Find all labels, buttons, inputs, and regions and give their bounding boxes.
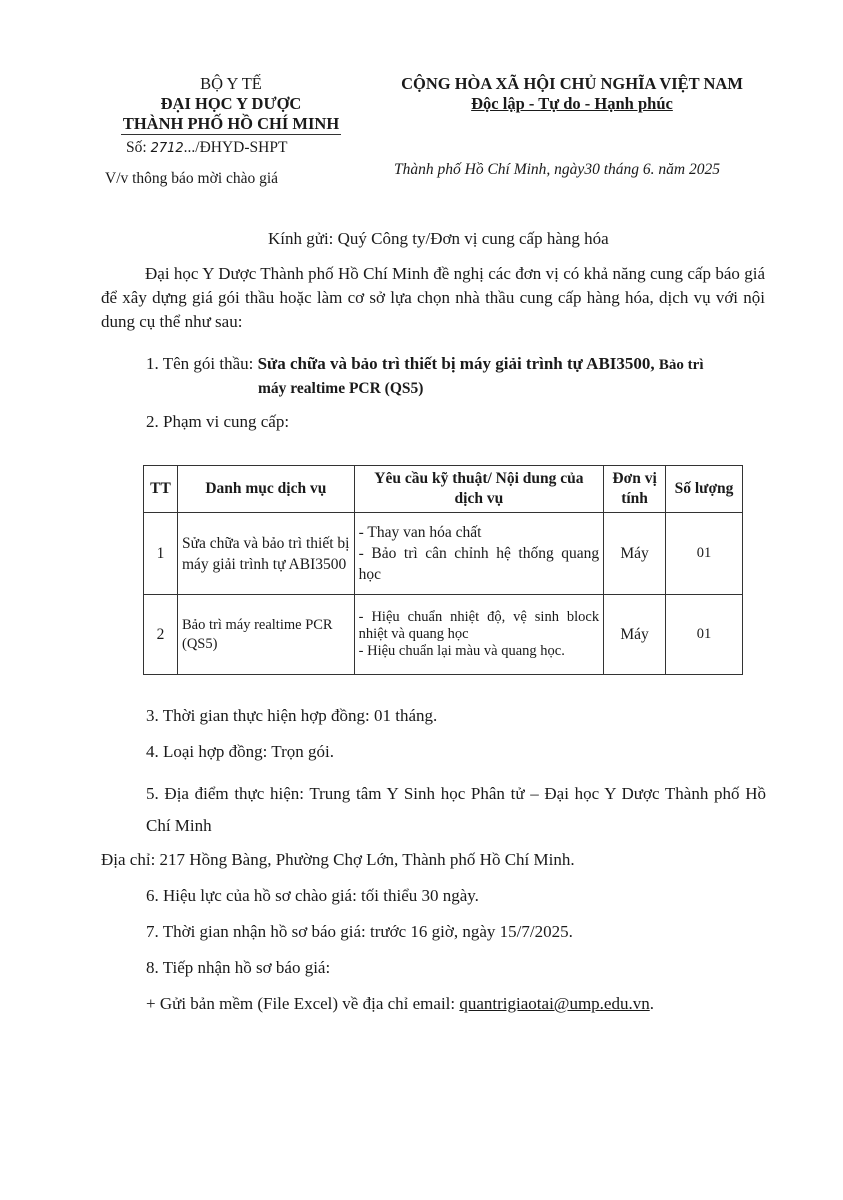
item-deadline: 7. Thời gian nhận hồ sơ báo giá: trước 16 giờ, ngày 15/7/2025. <box>146 922 573 941</box>
item-contract-type: 4. Loại hợp đồng: Trọn gói. <box>146 742 334 761</box>
item-submission: 8. Tiếp nhận hồ sơ báo giá: <box>146 958 331 977</box>
document-subject: V/v thông báo mời chào giá <box>105 170 279 187</box>
header-unit: Đơn vị tính <box>604 466 666 513</box>
date-month: 6 <box>642 161 651 178</box>
country-name: CỘNG HÒA XÃ HỘI CHỦ NGHĨA VIỆT NAM <box>401 74 743 93</box>
row-service: Bảo trì máy realtime PCR (QS5) <box>177 595 354 675</box>
item1-package-name-cont: Bảo trì <box>658 357 704 373</box>
email-link[interactable]: quantrigiaotai@ump.edu.vn <box>459 994 650 1013</box>
row-tt: 2 <box>144 595 178 675</box>
issuer-block <box>100 74 362 135</box>
ministry-name: BỘ Y TẾ <box>200 74 262 93</box>
university-name-line2: THÀNH PHỐ HỒ CHÍ MINH <box>122 114 340 133</box>
item-submission-email <box>146 994 654 1014</box>
requirement-line: - Thay van hóa chất <box>358 524 482 541</box>
row-service: Sửa chữa và bảo trì thiết bị máy giải trình tự ABI3500 <box>177 513 354 595</box>
row-quantity: 01 <box>666 513 743 595</box>
header-tt: TT <box>144 466 178 513</box>
item1-package-name-line2: máy realtime PCR (QS5) <box>258 380 424 397</box>
scope-heading: 2. Phạm vi cung cấp: <box>146 412 290 431</box>
date-prefix: Thành phố Hồ Chí Minh, ngày <box>394 161 585 178</box>
item-contract-duration: 3. Thời gian thực hiện hợp đồng: 01 tháng. <box>146 706 438 725</box>
header-quantity: Số lượng <box>666 466 743 513</box>
number-suffix: .../ĐHYD-SHPT <box>183 139 288 156</box>
date-suffix: năm 2025 <box>658 161 720 178</box>
package-name-item <box>146 352 766 401</box>
row-unit: Máy <box>604 513 666 595</box>
table-header-row <box>144 466 743 513</box>
intro-paragraph: Đại học Y Dược Thành phố Hồ Chí Minh đề nghị các đơn vị có khả năng cung cấp báo giá để xây dựng giá gói thầu hoặc làm cơ sở lựa chọn nhà thầu cung cấp hàng hóa, dịch vụ với nội dung cụ thể như sau: <box>101 264 765 331</box>
item-validity: 6. Hiệu lực của hồ sơ chào giá: tối thiểu 30 ngày. <box>146 886 479 905</box>
number-handwritten: 2712 <box>150 141 184 156</box>
item1-package-name: Sửa chữa và bảo trì thiết bị máy giải trình tự ABI3500, <box>257 354 655 373</box>
row-unit: Máy <box>604 595 666 675</box>
requirement-line: - Hiệu chuẩn lại màu và quang học. <box>358 643 565 659</box>
table-row <box>144 513 743 595</box>
email-end: . <box>649 994 654 1013</box>
number-prefix: Số: <box>126 139 147 156</box>
row-tt: 1 <box>144 513 178 595</box>
row-requirements <box>354 513 603 595</box>
requirement-line: - Bảo trì cân chỉnh hệ thống quang học <box>358 545 600 583</box>
item-address: Địa chỉ: 217 Hồng Bàng, Phường Chợ Lớn, Thành phố Hồ Chí Minh. <box>101 850 575 869</box>
item1-label: 1. Tên gói thầu: <box>146 354 254 373</box>
national-header <box>372 74 772 114</box>
email-prefix: + Gửi bản mềm (File Excel) về địa chỉ email: <box>146 994 456 1013</box>
service-table <box>143 465 743 675</box>
date-mid: tháng <box>603 161 639 178</box>
row-quantity: 01 <box>666 595 743 675</box>
date-day: 30 <box>584 161 600 178</box>
university-name-line1: ĐẠI HỌC Y DƯỢC <box>160 94 302 113</box>
row-requirements <box>354 595 603 675</box>
national-motto: Độc lập - Tự do - Hạnh phúc <box>471 94 673 113</box>
requirement-line: - Hiệu chuẩn nhiệt độ, vệ sinh block nhiệt và quang học <box>358 609 600 642</box>
document-number <box>126 139 287 157</box>
header-requirements: Yêu cầu kỹ thuật/ Nội dung của dịch vụ <box>354 466 603 513</box>
document-date: Thành phố Hồ Chí Minh, ngày30 tháng 6. năm 2025 <box>394 161 720 178</box>
table-row <box>144 595 743 675</box>
item-location: 5. Địa điểm thực hiện: Trung tâm Y Sinh học Phân tử – Đại học Y Dược Thành phố Hồ Chí Minh <box>146 784 766 835</box>
salutation: Kính gửi: Quý Công ty/Đơn vị cung cấp hàng hóa <box>268 229 609 248</box>
header-service: Danh mục dịch vụ <box>177 466 354 513</box>
